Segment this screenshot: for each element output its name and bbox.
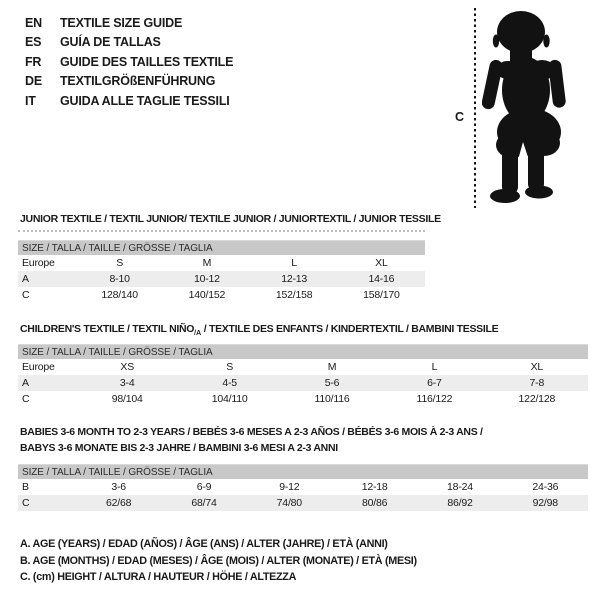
value-cell: 152/158 bbox=[275, 289, 313, 301]
value-cell: M bbox=[202, 257, 212, 269]
row-label-cell: C bbox=[22, 497, 30, 509]
height-measure-label: C bbox=[455, 110, 465, 124]
table-title-line: JUNIOR TEXTILE / TEXTIL JUNIOR/ TEXTILE JUNIOR / JUNIORTEXTIL / JUNIOR TESSILE bbox=[20, 213, 441, 225]
language-row bbox=[25, 72, 233, 92]
size-header-bar: SIZE / TALLA / TAILLE / GRÖSSE / TAGLIA bbox=[18, 344, 588, 359]
table-row bbox=[18, 359, 588, 375]
value-cell: 104/110 bbox=[211, 393, 248, 405]
row-label-cell: C bbox=[22, 393, 30, 405]
language-code: ES bbox=[25, 35, 42, 50]
babies-size-table bbox=[18, 464, 588, 511]
value-cell: 12-13 bbox=[281, 273, 308, 285]
babies-table-title bbox=[20, 425, 483, 456]
table-row bbox=[18, 375, 588, 391]
row-label-cell: Europe bbox=[22, 361, 55, 373]
value-cell: L bbox=[291, 257, 297, 269]
table-title-line: BABYS 3-6 MONATE BIS 2-3 JAHRE / BAMBINI 3-6 MESI A 2-3 ANNI bbox=[20, 441, 338, 454]
value-cell: XL bbox=[530, 361, 544, 373]
table-row bbox=[18, 271, 425, 287]
value-cell: 128/140 bbox=[101, 289, 138, 301]
language-list bbox=[25, 13, 233, 111]
value-cell: 7-8 bbox=[529, 377, 545, 389]
value-cell: XL bbox=[375, 257, 388, 269]
dotted-separator bbox=[18, 230, 425, 232]
measurement-legend bbox=[20, 536, 417, 586]
value-cell: 98/104 bbox=[111, 393, 143, 405]
value-cell: 12-18 bbox=[361, 481, 388, 493]
row-label-cell: A bbox=[22, 273, 29, 285]
value-cell: 8-10 bbox=[109, 273, 130, 285]
junior-size-table bbox=[18, 240, 425, 303]
language-row bbox=[25, 52, 233, 72]
value-cell: M bbox=[327, 361, 337, 373]
row-label-cell: B bbox=[22, 481, 29, 493]
language-row bbox=[25, 13, 233, 33]
value-cell: 116/122 bbox=[416, 393, 453, 405]
value-cell: 18-24 bbox=[447, 481, 473, 493]
value-cell: S bbox=[116, 257, 124, 269]
value-cell: 14-16 bbox=[368, 273, 395, 285]
table-row bbox=[18, 479, 588, 495]
value-cell: S bbox=[226, 361, 234, 373]
table-title-line: BABIES 3-6 MONTH TO 2-3 YEARS / BEBÉS 3-6 MESES A 2-3 AÑOS / BÉBÉS 3-6 MOIS À 2-3 ANS / bbox=[20, 426, 483, 438]
table-body bbox=[18, 255, 425, 303]
value-cell: 6-7 bbox=[427, 377, 442, 389]
language-label: GUÍA DE TALLAS bbox=[60, 35, 161, 50]
value-cell: 24-36 bbox=[532, 481, 559, 493]
language-label: GUIDA ALLE TAGLIE TESSILI bbox=[60, 93, 230, 108]
row-label-cell: Europe bbox=[22, 257, 55, 269]
junior-table-title bbox=[20, 212, 441, 228]
table-title-line: CHILDREN'S TEXTILE / TEXTIL $NIÑO_{/A}$ / TEXTILE DES ENFANTS / KINDERTEXTIL / BAMBINI TESSILE bbox=[20, 323, 499, 338]
language-code: FR bbox=[25, 54, 42, 69]
table-body bbox=[18, 479, 588, 511]
language-code: EN bbox=[25, 15, 42, 30]
value-cell: 158/170 bbox=[363, 289, 400, 301]
table-row bbox=[18, 495, 588, 511]
table-row bbox=[18, 287, 425, 303]
value-cell: 86/92 bbox=[447, 497, 473, 509]
children-table-title bbox=[20, 322, 498, 342]
value-cell: 110/116 bbox=[314, 393, 350, 405]
language-code: DE bbox=[25, 74, 42, 89]
legend-line-c: C. (cm) HEIGHT / ALTURA / HAUTEUR / HÖHE / ALTEZZA bbox=[20, 571, 297, 583]
language-code: IT bbox=[25, 93, 36, 108]
children-size-table bbox=[18, 344, 588, 407]
row-label-cell: C bbox=[22, 289, 30, 301]
language-label: TEXTILGRÖßENFÜHRUNG bbox=[60, 74, 216, 89]
table-row bbox=[18, 391, 588, 407]
value-cell: 3-6 bbox=[111, 481, 126, 493]
value-cell: 10-12 bbox=[193, 273, 220, 285]
value-cell: 80/86 bbox=[362, 497, 388, 509]
table-body bbox=[18, 359, 588, 407]
size-header-bar: SIZE / TALLA / TAILLE / GRÖSSE / TAGLIA bbox=[18, 464, 588, 479]
value-cell: 62/68 bbox=[106, 497, 132, 509]
language-row bbox=[25, 91, 233, 111]
row-label-cell: A bbox=[22, 377, 29, 389]
value-cell: 74/80 bbox=[276, 497, 302, 509]
value-cell: 6-9 bbox=[196, 481, 212, 493]
value-cell: 5-6 bbox=[324, 377, 340, 389]
value-cell: XS bbox=[120, 361, 134, 373]
table-row bbox=[18, 255, 425, 271]
value-cell: L bbox=[431, 361, 438, 373]
value-cell: 122/128 bbox=[518, 393, 556, 405]
language-label: TEXTILE SIZE GUIDE bbox=[60, 15, 183, 30]
legend-line-b: B. AGE (MONTHS) / EDAD (MESES) / ÂGE (MOIS) / ALTER (MONATE) / ETÀ (MESI) bbox=[20, 554, 417, 567]
value-cell: 9-12 bbox=[279, 481, 300, 493]
baby-silhouette-icon bbox=[482, 8, 567, 206]
value-cell: 3-4 bbox=[119, 377, 135, 389]
value-cell: 68/74 bbox=[191, 497, 217, 509]
legend-line-a: A. AGE (YEARS) / EDAD (AÑOS) / ÂGE (ANS) / ALTER (JAHRE) / ETÀ (ANNI) bbox=[20, 538, 388, 550]
value-cell: 4-5 bbox=[222, 377, 237, 389]
language-row bbox=[25, 33, 233, 53]
size-header-bar: SIZE / TALLA / TAILLE / GRÖSSE / TAGLIA bbox=[18, 240, 425, 255]
language-label: GUIDE DES TAILLES TEXTILE bbox=[60, 54, 234, 69]
value-cell: 140/152 bbox=[188, 289, 226, 301]
height-measure-dashed-line bbox=[474, 8, 476, 208]
value-cell: 92/98 bbox=[532, 497, 558, 509]
